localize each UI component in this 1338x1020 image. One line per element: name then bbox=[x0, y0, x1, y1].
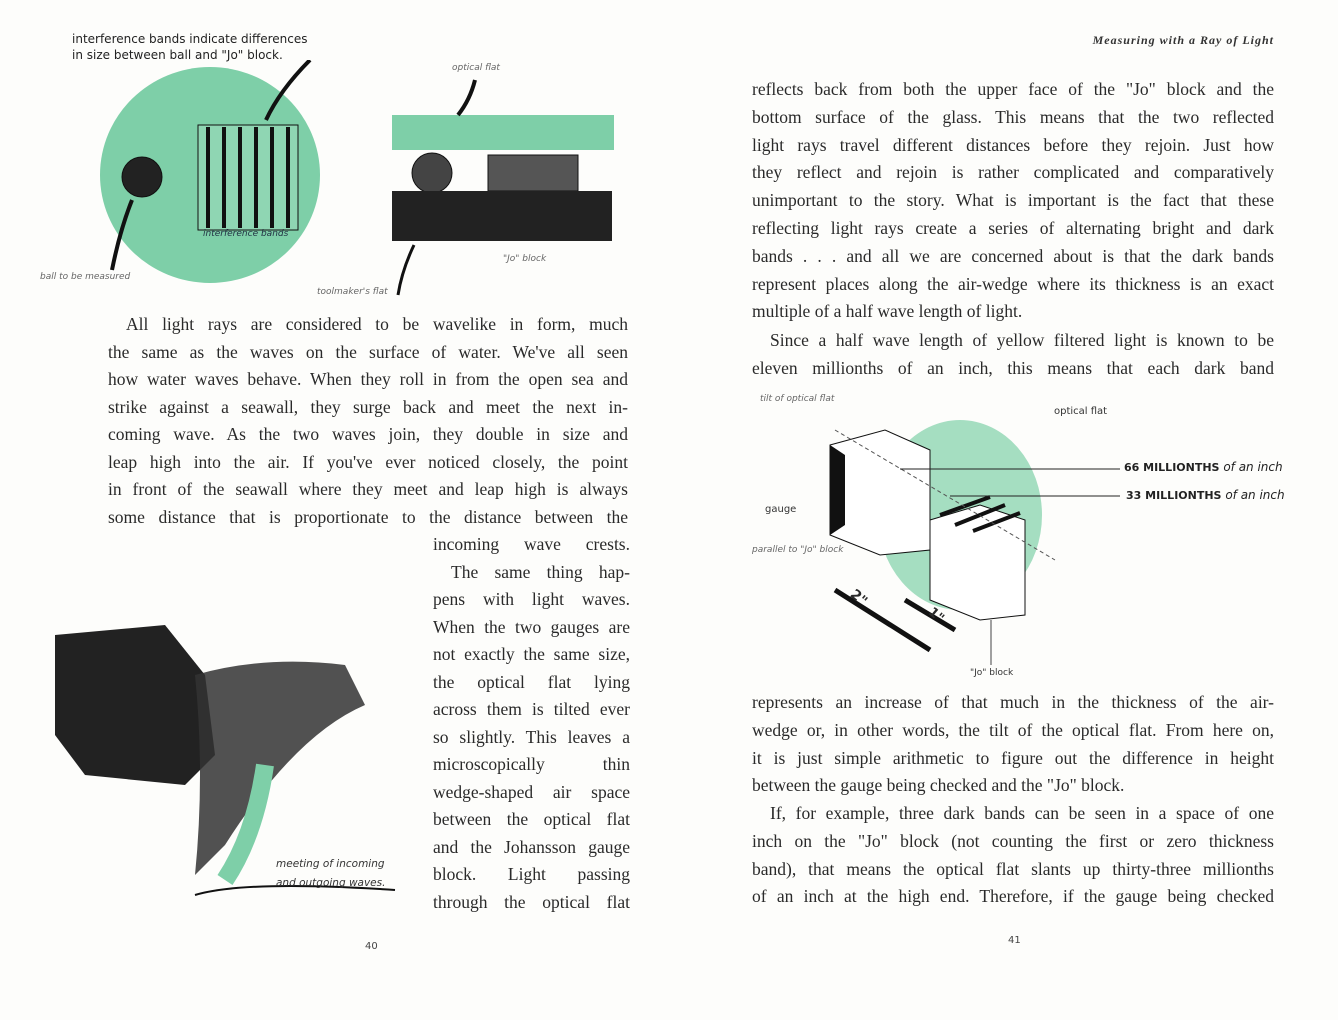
label-optical-flat: optical flat bbox=[1054, 406, 1108, 417]
label-2-inch: 2" bbox=[846, 586, 871, 610]
toolmakers-flat bbox=[392, 191, 612, 241]
optical-flat bbox=[392, 115, 614, 150]
label-value: 33 MILLIONTHS bbox=[1126, 489, 1222, 502]
text-line: bands . . . and all we are concerned about is that the dark bands bbox=[752, 245, 1274, 266]
label-optical-flat: optical flat bbox=[452, 63, 500, 73]
label-interference-bands: interference bands bbox=[203, 229, 289, 239]
running-header: Measuring with a Ray of Light bbox=[1092, 33, 1274, 47]
jo-block-bands bbox=[198, 125, 298, 230]
text-line: reflecting light rays create a series of alternating bright and dark bbox=[752, 218, 1274, 238]
text-line: block. Light passing bbox=[433, 864, 630, 884]
text-line: between the optical flat bbox=[433, 809, 630, 829]
arrow-icon bbox=[458, 80, 475, 115]
text-line: inch on the "Jo" block (not counting the first or zero thickness bbox=[752, 830, 1274, 851]
text-line: band), that means the optical flat slants up thirty-three millionths bbox=[752, 858, 1274, 879]
text-line: through the optical flat bbox=[433, 891, 630, 912]
text-line: and the Johansson gauge bbox=[433, 836, 630, 857]
text-line: When the two gauges are bbox=[433, 616, 630, 637]
text-line: Since a half wave length of yellow filtered light is known to be bbox=[770, 330, 1274, 350]
text-line: incoming wave crests. bbox=[433, 534, 630, 554]
label-parallel: parallel to "Jo" block bbox=[752, 545, 844, 555]
caption-line: interference bands indicate differences bbox=[72, 32, 308, 46]
interference-illustration bbox=[30, 60, 630, 300]
label-gauge: gauge bbox=[765, 504, 797, 515]
caption-line: and outgoing waves. bbox=[276, 877, 386, 889]
text-line: represent places along the air-wedge where its thickness is an exact bbox=[752, 273, 1274, 294]
ball bbox=[122, 157, 162, 197]
text-line: multiple of a half wave length of light. bbox=[752, 301, 1023, 322]
label-33-millionths bbox=[1126, 488, 1285, 502]
text-line: not exactly the same size, bbox=[433, 644, 630, 664]
text-line: wedge or, in other words, the tilt of the optical flat. From here on, bbox=[752, 719, 1274, 740]
label-toolmakers-flat: toolmaker's flat bbox=[317, 287, 388, 297]
text-line: wedge-shaped air space bbox=[433, 781, 630, 802]
label-value: 66 MILLIONTHS bbox=[1124, 461, 1220, 474]
caption-line: meeting of incoming bbox=[276, 858, 385, 870]
text-line: between the gauge being checked and the "Jo" block. bbox=[752, 775, 1125, 796]
gauge-diagram bbox=[745, 385, 1285, 685]
text-line: across them is tilted ever bbox=[433, 699, 630, 719]
text-line: light rays travel different distances before they rejoin. Just how bbox=[752, 134, 1274, 155]
text-line: strike against a seawall, they surge back and meet the next in- bbox=[108, 396, 628, 417]
text-line: unimportant to the story. What is important is the fact that these bbox=[752, 190, 1274, 211]
label-unit: of an inch bbox=[1225, 488, 1285, 502]
text-line: some distance that is proportionate to the distance between the bbox=[108, 506, 628, 527]
text-line: All light rays are considered to be wavelike in form, much bbox=[126, 314, 628, 334]
label-66-millionths bbox=[1124, 460, 1283, 474]
arrow-icon bbox=[398, 245, 414, 295]
label-jo-block: "Jo" block bbox=[970, 668, 1014, 678]
text-line: leap high into the air. If you've ever noticed closely, the point bbox=[108, 451, 628, 472]
text-line: pens with light waves. bbox=[433, 589, 630, 609]
text-line: If, for example, three dark bands can be seen in a space of one bbox=[770, 803, 1274, 823]
text-line: the same as the waves on the surface of water. We've all seen bbox=[108, 341, 628, 362]
label-tilt: tilt of optical flat bbox=[760, 394, 835, 404]
page-number: 41 bbox=[1008, 935, 1021, 946]
text-line: bottom surface of the glass. This means that the two reflected bbox=[752, 106, 1274, 127]
label-ball: ball to be measured bbox=[40, 272, 131, 282]
text-line: eleven millionths of an inch, this means that each dark band bbox=[752, 357, 1274, 378]
text-line: they reflect and rejoin is rather complicated and comparatively bbox=[752, 162, 1274, 183]
page-number: 40 bbox=[365, 941, 378, 952]
caption-line: in size between ball and "Jo" block. bbox=[72, 48, 283, 62]
text-line: represents an increase of that much in the thickness of the air- bbox=[752, 692, 1274, 712]
text-line: coming wave. As the two waves join, they double in size and bbox=[108, 424, 628, 444]
text-line: of an inch at the high end. Therefore, if the gauge being checked bbox=[752, 886, 1274, 907]
text-line: reflects back from both the upper face of the "Jo" block and the bbox=[752, 79, 1274, 99]
text-line: how water waves behave. When they roll in from the open sea and bbox=[108, 369, 628, 389]
text-line: in front of the seawall where they meet and leap high is always bbox=[108, 479, 628, 499]
text-line: The same thing hap- bbox=[451, 561, 630, 582]
figure-caption bbox=[72, 31, 308, 63]
text-line: so slightly. This leaves a bbox=[433, 726, 630, 747]
text-line: it is just simple arithmetic to figure out the difference in height bbox=[752, 747, 1274, 768]
label-unit: of an inch bbox=[1223, 460, 1283, 474]
label-1-inch: 1" bbox=[925, 604, 947, 627]
text-line: microscopically thin bbox=[433, 754, 630, 774]
wave-caption bbox=[276, 855, 385, 893]
label-jo-block: "Jo" block bbox=[503, 254, 547, 264]
text-line: the optical flat lying bbox=[433, 671, 630, 692]
